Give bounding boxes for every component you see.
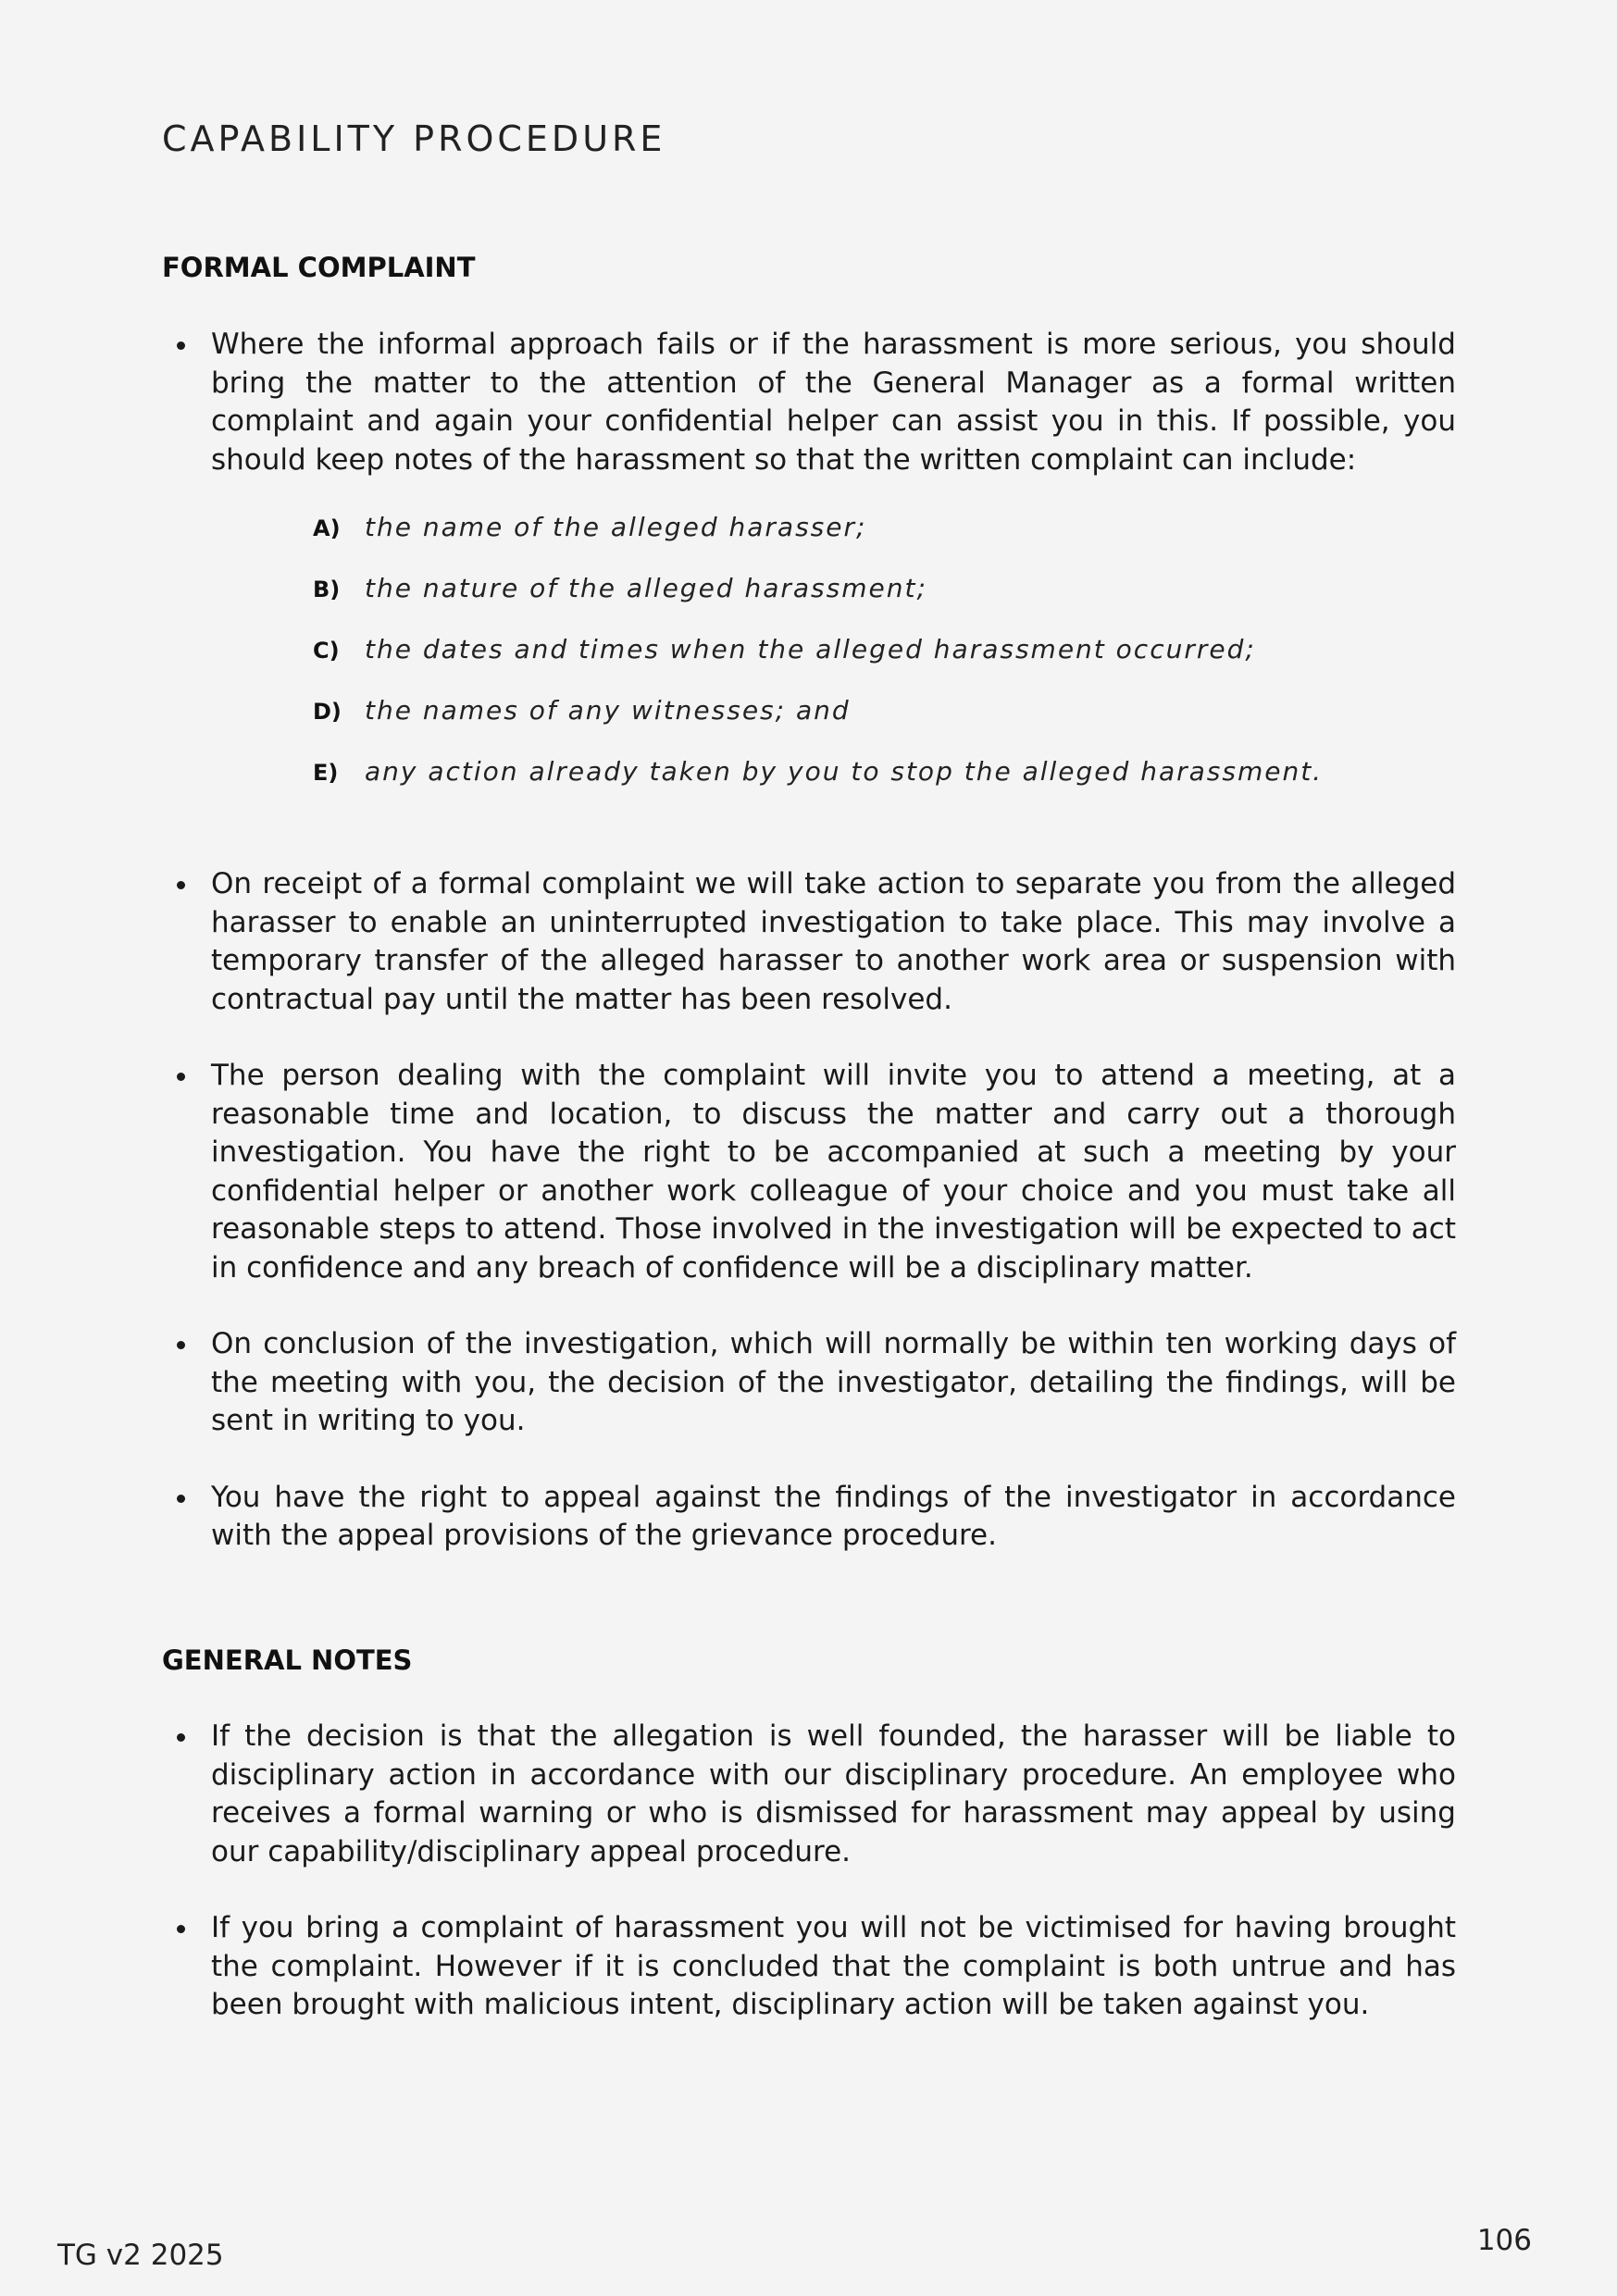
page-title: CAPABILITY PROCEDURE (162, 118, 666, 159)
list-item (313, 512, 1323, 573)
bullet-item: On receipt of a formal complaint we will take action to separate you from the alleged harasser to enable an uninterrupted investigation to take place. This may involve a temporary transfer of the alleged harasser to another work area or suspension with contractual pay until the matter has been resolved. (162, 865, 1456, 1019)
list-item-text: the names of any witnesses; and (365, 695, 851, 726)
bullet-item: The person dealing with the complaint will invite you to attend a meeting, at a reasonable time and location, to discuss the matter and carry out a thorough investigation. You have the right to be accompanied at such a meeting by your confidential helper or another work colleague of your choice and you must take all reasonable steps to attend. Those involved in the investigation will be expected to act in confidence and any breach of confidence will be a disciplinary matter. (162, 1057, 1456, 1287)
list-marker: E) (313, 760, 339, 786)
complaint-contents-list (313, 512, 1323, 817)
list-item-text: the name of the alleged harasser; (365, 512, 867, 542)
list-item (313, 695, 1323, 756)
formal-complaint-heading: FORMAL COMPLAINT (162, 252, 476, 283)
version-label: TG v2 2025 (57, 2239, 224, 2272)
list-marker: C) (313, 638, 340, 664)
list-marker: D) (313, 699, 342, 725)
general-notes-heading: GENERAL NOTES (162, 1644, 413, 1676)
list-item-text: any action already taken by you to stop the alleged harassment. (365, 756, 1324, 787)
formal-complaint-intro-list (162, 326, 1456, 517)
bullet-item: You have the right to appeal against the findings of the investigator in accordance with the appeal provisions of the grievance procedure. (162, 1479, 1456, 1556)
list-item (313, 573, 1323, 634)
bullet-item: If the decision is that the allegation is well founded, the harasser will be liable to disciplinary action in accordance with our disciplinary procedure. An employee who receives a formal warning or who is dismissed for harassment may appeal by using our capability/disciplinary appeal procedure. (162, 1718, 1456, 1871)
bullet-item: Where the informal approach fails or if the harassment is more serious, you should bring the matter to the attention of the General Manager as a formal written complaint and again your confidential helper can assist you in this. If possible, you should keep notes of the harassment so that the written complaint can include: (162, 326, 1456, 479)
list-marker: B) (313, 577, 341, 602)
list-item (313, 756, 1323, 817)
list-marker: A) (313, 515, 341, 541)
bullet-item: If you bring a complaint of harassment you will not be victimised for having brought the complaint. However if it is concluded that the complaint is both untrue and has been brought with malicious intent, disciplinary action will be taken against you. (162, 1909, 1456, 2025)
list-item-text: the nature of the alleged harassment; (365, 573, 927, 603)
general-notes-bullets (162, 1718, 1456, 2063)
page-number: 106 (1476, 2224, 1532, 2257)
list-item-text: the dates and times when the alleged harassment occurred; (365, 634, 1256, 664)
bullet-item: On conclusion of the investigation, which will normally be within ten working days of the meeting with you, the decision of the investigator, detailing the findings, will be sent in writing to you. (162, 1325, 1456, 1441)
list-item (313, 634, 1323, 695)
formal-complaint-bullets (162, 865, 1456, 1594)
